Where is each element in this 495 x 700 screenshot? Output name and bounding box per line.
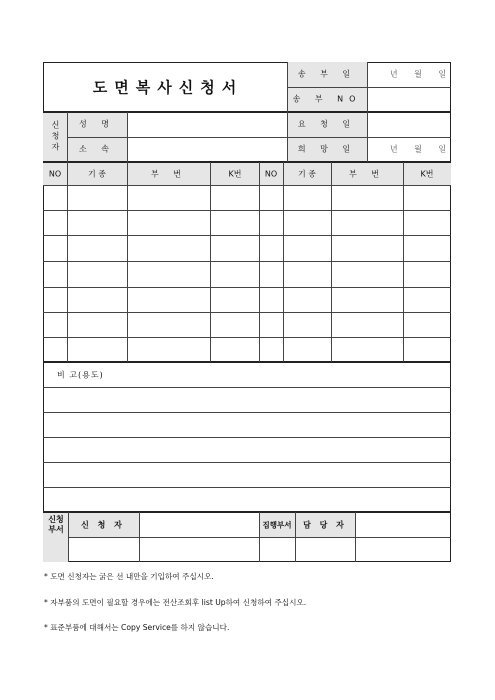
rule-row-4	[43, 287, 451, 288]
dept-label: 소 속	[79, 144, 115, 154]
vrule-footer-3	[259, 512, 260, 562]
send-date-value[interactable]: 년 월 일	[389, 69, 447, 79]
header-k-left: K번	[228, 169, 242, 179]
exec-dept-label: 집행부서	[262, 520, 292, 530]
rule-remark-1	[43, 387, 451, 388]
vrule-right-label	[367, 62, 368, 162]
note-3: * 표준부품에 대해서는 Copy Service를 하지 않습니다.	[44, 623, 230, 632]
rule-name-row	[67, 137, 451, 138]
rule-row-3	[43, 261, 451, 262]
name-label: 성 명	[79, 119, 115, 129]
rule-table-bottom	[43, 361, 451, 363]
vrule-footer-4	[295, 512, 296, 562]
send-no-label: 송 부 NO	[292, 94, 362, 104]
note-2: * 자부품의 도면이 필요할 경우에는 전산조회후 list Up하여 신청하여 주십시오.	[44, 598, 307, 607]
manager-label: 담 당 자	[303, 520, 347, 530]
vrule-col-4	[259, 162, 260, 362]
header-no-left: NO	[48, 169, 62, 179]
rule-right-1	[287, 87, 451, 88]
rule-row-6	[43, 337, 451, 338]
request-date-label: 요 청 일	[297, 119, 357, 129]
rule-header-top	[43, 161, 451, 163]
rule-row-1	[43, 210, 451, 211]
form-title: 도면복사신청서	[92, 78, 244, 97]
rule-header-bottom	[43, 185, 451, 186]
applicant-label: 신 청 자	[81, 520, 125, 530]
header-model-left: 기 종	[88, 169, 106, 179]
remarks-label: 비 고(용도)	[57, 370, 104, 380]
header-k-right: K번	[420, 169, 434, 179]
vrule-col-7	[403, 162, 404, 362]
vrule-col-3	[210, 162, 211, 362]
rule-title-bottom	[43, 111, 451, 113]
note-1: * 도면 신청자는 굵은 선 내만을 기입하여 주십시오.	[44, 572, 214, 581]
rule-remark-2	[43, 412, 451, 413]
vrule-footer-5	[355, 512, 356, 562]
vrule-footer-1	[68, 512, 69, 562]
rule-row-2	[43, 235, 451, 236]
desired-date-label: 희 망 일	[297, 144, 357, 154]
applicant-section-label: 신청자	[51, 120, 60, 154]
header-part-right: 부 번	[349, 169, 385, 179]
vrule-footer-2	[139, 512, 140, 562]
vrule-title-right	[287, 62, 288, 162]
vrule-applicant-label	[127, 112, 128, 162]
vrule-col-5	[283, 162, 284, 362]
send-date-label: 송 부 일	[297, 69, 357, 79]
rule-footer-top	[43, 511, 451, 513]
vrule-col-1	[67, 162, 68, 362]
vrule-col-2	[127, 162, 128, 362]
rule-remark-3	[43, 437, 451, 438]
apply-dept-label: 신청부서	[48, 515, 64, 534]
rule-row-5	[43, 312, 451, 313]
vrule-col-6	[331, 162, 332, 362]
header-part-left: 부 번	[151, 169, 187, 179]
vrule-applicant-section	[67, 112, 68, 162]
header-no-right: NO	[264, 169, 278, 179]
rule-remark-5	[43, 487, 451, 488]
rule-remark-4	[43, 462, 451, 463]
desired-date-value[interactable]: 년 월 일	[389, 144, 447, 154]
header-model-right: 기 종	[298, 169, 316, 179]
